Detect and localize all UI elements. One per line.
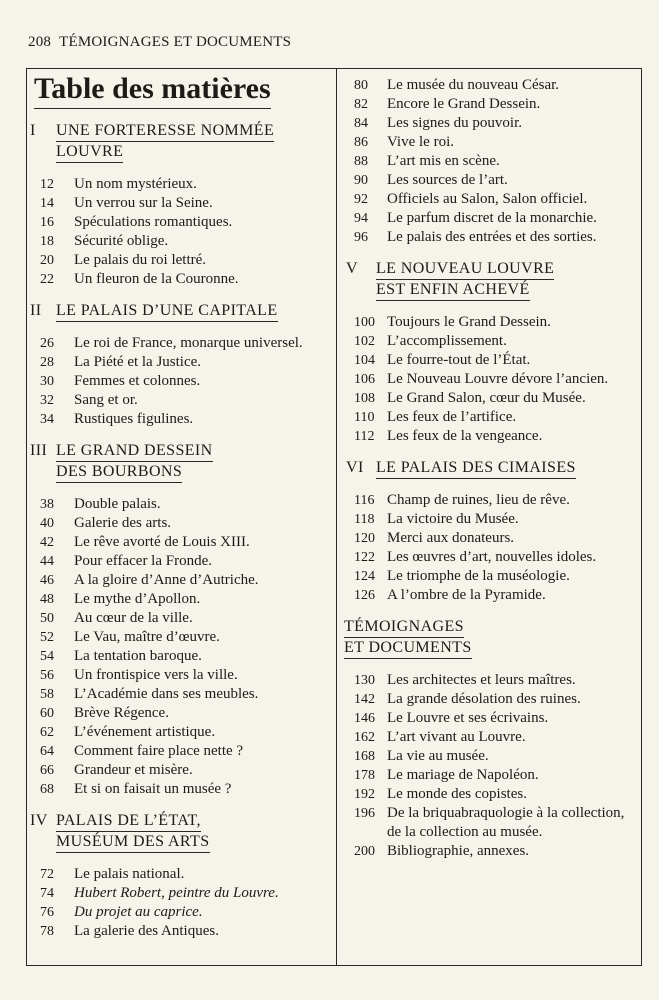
entry-page-number: 124 (354, 569, 375, 584)
entry-title: Toujours le Grand Dessein. (387, 314, 551, 330)
entry-page-number: 54 (40, 649, 54, 664)
section-title-line: LE PALAIS DES CIMAISES (376, 458, 576, 479)
entry-page-number: 74 (40, 886, 54, 901)
column-divider (336, 68, 337, 966)
entry-page-number: 108 (354, 391, 375, 406)
entry-page-number: 46 (40, 573, 54, 588)
entry-title: Un frontispice vers la ville. (74, 667, 238, 683)
section-title-line: LE PALAIS D’UNE CAPITALE (56, 301, 278, 322)
toc-entry (28, 270, 332, 289)
entry-title: Encore le Grand Dessein. (387, 96, 541, 112)
entry-title: La Piété et la Justice. (74, 354, 202, 370)
entry-title: Le Grand Salon, cœur du Musée. (387, 390, 586, 406)
entry-page-number: 80 (354, 78, 368, 93)
toc-entry (340, 171, 638, 190)
entry-page-number: 14 (40, 196, 54, 211)
section-number: I (30, 122, 36, 139)
page-number: 208 (28, 34, 52, 50)
entry-title: Brève Régence. (74, 705, 169, 721)
entry-page-number: 142 (354, 692, 375, 707)
entry-title: A l’ombre de la Pyramide. (387, 587, 546, 603)
entry-page-number: 94 (354, 211, 368, 226)
entry-page-number: 116 (354, 493, 375, 508)
toc-entry (28, 514, 332, 533)
toc-entry (28, 213, 332, 232)
toc-entry (28, 647, 332, 666)
entry-title: Le monde des copistes. (387, 786, 527, 802)
toc-entry (340, 370, 638, 389)
toc-section (28, 301, 332, 429)
toc-section (28, 441, 332, 799)
entry-page-number: 126 (354, 588, 375, 603)
entry-title: Femmes et colonnes. (74, 373, 201, 389)
running-head (28, 34, 291, 51)
section-number: VI (346, 459, 364, 476)
toc-entry (28, 194, 332, 213)
entry-page-number: 16 (40, 215, 54, 230)
toc-entry (340, 114, 638, 133)
entry-title: La galerie des Antiques. (74, 923, 219, 939)
entry-page-number: 88 (354, 154, 368, 169)
toc-entry (28, 780, 332, 799)
entry-page-number: 42 (40, 535, 54, 550)
section-title-line: UNE FORTERESSE NOMMÉE (56, 121, 274, 142)
toc-entry (28, 865, 332, 884)
entry-title: Pour effacer la Fronde. (74, 553, 213, 569)
toc-entry (340, 804, 638, 842)
entry-title: Galerie des arts. (74, 515, 172, 531)
entry-page-number: 30 (40, 374, 54, 389)
toc-entry (340, 427, 638, 446)
toc-entry (28, 175, 332, 194)
entry-title: Au cœur de la ville. (74, 610, 193, 626)
toc-entry (340, 671, 638, 690)
entry-title: Comment faire place nette ? (74, 743, 244, 759)
toc-section (340, 259, 638, 446)
entry-title: Grandeur et misère. (74, 762, 193, 778)
entry-title: Le mariage de Napoléon. (387, 767, 539, 783)
entry-page-number: 84 (354, 116, 368, 131)
toc-entry (340, 766, 638, 785)
section-title-line: PALAIS DE L’ÉTAT, (56, 811, 201, 832)
entry-title: Le musée du nouveau César. (387, 77, 560, 93)
toc-entry (340, 209, 638, 228)
toc-entry (340, 389, 638, 408)
entry-page-number: 38 (40, 497, 54, 512)
entry-page-number: 162 (354, 730, 375, 745)
section-title-line: EST ENFIN ACHEVÉ (376, 280, 530, 301)
entry-title: Le palais des entrées et des sorties. (387, 229, 597, 245)
section-heading (28, 441, 332, 483)
entry-page-number: 72 (40, 867, 54, 882)
section-title-line: LOUVRE (56, 142, 123, 163)
entry-page-number: 48 (40, 592, 54, 607)
entry-page-number: 200 (354, 844, 375, 859)
section-heading (28, 301, 332, 322)
toc-entry (340, 785, 638, 804)
toc-entry (340, 190, 638, 209)
toc-entry (28, 685, 332, 704)
toc-entry (340, 228, 638, 247)
toc-entry (28, 761, 332, 780)
toc-entry (28, 922, 332, 941)
toc-entry (340, 491, 638, 510)
entry-title: Spéculations romantiques. (74, 214, 233, 230)
entry-title: Le Nouveau Louvre dévore l’ancien. (387, 371, 609, 387)
entry-page-number: 178 (354, 768, 375, 783)
toc-entry (28, 251, 332, 270)
section-heading (340, 259, 638, 301)
toc-entry (28, 704, 332, 723)
toc-entry (28, 232, 332, 251)
entry-title: L’art vivant au Louvre. (387, 729, 526, 745)
entry-title: Un nom mystérieux. (74, 176, 197, 192)
entry-page-number: 22 (40, 272, 54, 287)
entry-page-number: 86 (354, 135, 368, 150)
entry-title: Le roi de France, monarque universel. (74, 335, 303, 351)
toc-entry (28, 628, 332, 647)
entry-page-number: 118 (354, 512, 375, 527)
entry-page-number: 56 (40, 668, 54, 683)
toc-entry (340, 709, 638, 728)
entry-page-number: 100 (354, 315, 375, 330)
entry-title: La grande désolation des ruines. (387, 691, 581, 707)
toc-entry (340, 548, 638, 567)
entry-title: Le palais du roi lettré. (74, 252, 207, 268)
entry-title: La victoire du Musée. (387, 511, 519, 527)
section-heading (28, 121, 332, 163)
toc-entry (340, 133, 638, 152)
running-title: TÉMOIGNAGES ET DOCUMENTS (59, 34, 292, 50)
entry-title: L’art mis en scène. (387, 153, 500, 169)
entry-page-number: 66 (40, 763, 54, 778)
entry-page-number: 92 (354, 192, 368, 207)
entry-page-number: 168 (354, 749, 375, 764)
toc-entry (28, 571, 332, 590)
entry-title: Du projet au caprice. (74, 904, 203, 920)
section-number: V (346, 260, 358, 277)
entry-title: La vie au musée. (387, 748, 489, 764)
toc-entry (340, 529, 638, 548)
toc-entry (28, 391, 332, 410)
entry-page-number: 120 (354, 531, 375, 546)
entry-title: De la briquabraquologie à la collection, de la collection au musée. (387, 805, 625, 840)
entry-title: Bibliographie, annexes. (387, 843, 530, 859)
entry-title: Sécurité oblige. (74, 233, 169, 249)
entry-title: L’événement artistique. (74, 724, 216, 740)
toc-entry (340, 747, 638, 766)
entry-title: Double palais. (74, 496, 161, 512)
section-title-line: DES BOURBONS (56, 462, 182, 483)
entry-title: Le parfum discret de la monarchie. (387, 210, 597, 226)
entry-title: L’Académie dans ses meubles. (74, 686, 259, 702)
toc-section (340, 458, 638, 605)
entry-page-number: 40 (40, 516, 54, 531)
entry-page-number: 58 (40, 687, 54, 702)
entry-page-number: 20 (40, 253, 54, 268)
section-title-line: MUSÉUM DES ARTS (56, 832, 210, 853)
entry-title: Le fourre-tout de l’État. (387, 352, 531, 368)
right-column (340, 68, 638, 861)
entry-title: A la gloire d’Anne d’Autriche. (74, 572, 259, 588)
toc-entry (28, 742, 332, 761)
entry-title: Le Louvre et ses écrivains. (387, 710, 549, 726)
section-title-line: LE GRAND DESSEIN (56, 441, 213, 462)
toc-entry (28, 903, 332, 922)
entry-title: Un fleuron de la Couronne. (74, 271, 239, 287)
toc-entry (340, 76, 638, 95)
entry-page-number: 44 (40, 554, 54, 569)
entry-page-number: 26 (40, 336, 54, 351)
toc-entry (340, 690, 638, 709)
entry-title: Hubert Robert, peintre du Louvre. (74, 885, 279, 901)
toc-entry (340, 152, 638, 171)
entry-title: Sang et or. (74, 392, 138, 408)
entry-page-number: 78 (40, 924, 54, 939)
toc-entry (340, 408, 638, 427)
entry-title: Les sources de l’art. (387, 172, 508, 188)
toc-entry (28, 884, 332, 903)
entry-title: Les œuvres d’art, nouvelles idoles. (387, 549, 597, 565)
toc-entry (28, 495, 332, 514)
toc-entry (340, 586, 638, 605)
entry-title: Les architectes et leurs maîtres. (387, 672, 576, 688)
toc-section (28, 811, 332, 941)
entry-page-number: 52 (40, 630, 54, 645)
toc-entry (340, 567, 638, 586)
left-column (28, 68, 332, 941)
section-heading (340, 458, 638, 479)
entry-page-number: 62 (40, 725, 54, 740)
entry-page-number: 18 (40, 234, 54, 249)
entry-title: Et si on faisait un musée ? (74, 781, 232, 797)
entry-page-number: 64 (40, 744, 54, 759)
toc-entry (28, 353, 332, 372)
toc-entry (340, 313, 638, 332)
toc-entry (28, 666, 332, 685)
entry-page-number: 76 (40, 905, 54, 920)
section-number: IV (30, 812, 48, 829)
entry-page-number: 106 (354, 372, 375, 387)
entry-page-number: 112 (354, 429, 375, 444)
section-title-line: TÉMOIGNAGES (344, 617, 464, 638)
entry-title: Le rêve avorté de Louis XIII. (74, 534, 250, 550)
entry-page-number: 50 (40, 611, 54, 626)
entry-title: Merci aux donateurs. (387, 530, 515, 546)
entry-page-number: 122 (354, 550, 375, 565)
toc-entry (28, 533, 332, 552)
entry-page-number: 96 (354, 230, 368, 245)
entry-title: Rustiques figulines. (74, 411, 194, 427)
entry-title: Le palais national. (74, 866, 185, 882)
toc-entry (340, 842, 638, 861)
entry-page-number: 192 (354, 787, 375, 802)
entry-page-number: 82 (354, 97, 368, 112)
toc-entry (28, 334, 332, 353)
entry-page-number: 60 (40, 706, 54, 721)
section-heading (340, 617, 638, 659)
entry-title: Champ de ruines, lieu de rêve. (387, 492, 570, 508)
entry-title: Les feux de l’artifice. (387, 409, 517, 425)
entry-page-number: 32 (40, 393, 54, 408)
section-iv-continued (340, 76, 638, 247)
entry-page-number: 104 (354, 353, 375, 368)
entry-page-number: 12 (40, 177, 54, 192)
toc-entry (340, 510, 638, 529)
toc-section (340, 617, 638, 861)
entry-title: Le Vau, maître d’œuvre. (74, 629, 220, 645)
toc-entry (340, 95, 638, 114)
toc-entry (28, 552, 332, 571)
entry-title: Le mythe d’Apollon. (74, 591, 201, 607)
entry-title: Le triomphe de la muséologie. (387, 568, 570, 584)
entry-page-number: 28 (40, 355, 54, 370)
section-number: III (30, 442, 48, 459)
toc-entry (28, 372, 332, 391)
entry-page-number: 68 (40, 782, 54, 797)
entry-title: Un verrou sur la Seine. (74, 195, 213, 211)
entry-page-number: 34 (40, 412, 54, 427)
entry-title: Les signes du pouvoir. (387, 115, 522, 131)
toc-entry (340, 351, 638, 370)
toc-entry (28, 590, 332, 609)
entry-title: La tentation baroque. (74, 648, 202, 664)
section-number: II (30, 302, 42, 319)
entry-page-number: 110 (354, 410, 375, 425)
section-title-line: LE NOUVEAU LOUVRE (376, 259, 554, 280)
toc-entry (28, 410, 332, 429)
toc-section (28, 121, 332, 289)
entry-page-number: 196 (354, 806, 375, 821)
entry-page-number: 130 (354, 673, 375, 688)
toc-title: Table des matières (34, 72, 271, 109)
entry-page-number: 102 (354, 334, 375, 349)
entry-title: Vive le roi. (387, 134, 454, 150)
toc-entry (340, 728, 638, 747)
entry-page-number: 146 (354, 711, 375, 726)
toc-entry (340, 332, 638, 351)
toc-entry (28, 609, 332, 628)
entry-title: Officiels au Salon, Salon officiel. (387, 191, 588, 207)
section-heading (28, 811, 332, 853)
entry-title: Les feux de la vengeance. (387, 428, 543, 444)
section-title-line: ET DOCUMENTS (344, 638, 472, 659)
entry-page-number: 90 (354, 173, 368, 188)
entry-title: L’accomplissement. (387, 333, 507, 349)
toc-entry (28, 723, 332, 742)
